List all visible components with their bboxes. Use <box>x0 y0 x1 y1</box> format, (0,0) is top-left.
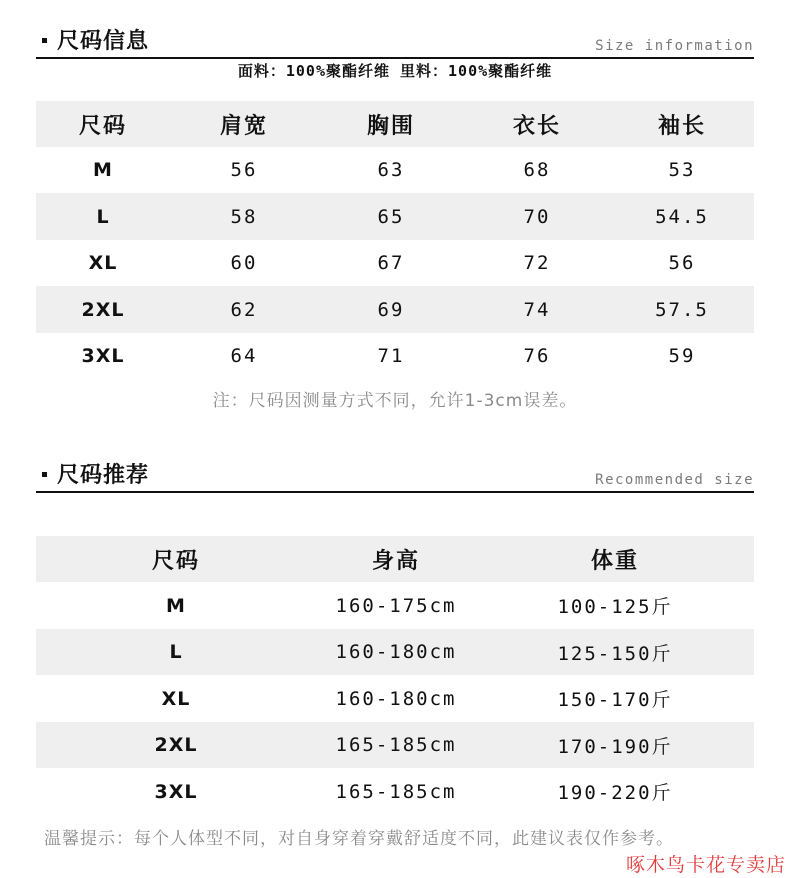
cell-size: 3XL <box>154 780 198 803</box>
cell-value: 69 <box>377 298 405 321</box>
header-size: 尺码 <box>151 548 200 574</box>
table-row <box>36 722 754 768</box>
cell-height: 160-180cm <box>335 687 457 710</box>
cell-value: 63 <box>377 159 405 181</box>
cell-value: 60 <box>230 252 258 274</box>
bullet-icon <box>42 472 47 477</box>
cell-value: 71 <box>377 345 405 367</box>
cell-value: 56 <box>668 252 696 274</box>
cell-size: XL <box>88 252 118 274</box>
cell-value: 68 <box>523 159 551 181</box>
size-info-title-en: Size information <box>595 38 754 54</box>
table-row <box>36 675 754 722</box>
cell-weight: 125-150斤 <box>557 642 673 665</box>
cell-value: 58 <box>230 205 258 228</box>
header-sleeve: 袖长 <box>657 113 706 139</box>
table-row <box>36 629 754 675</box>
cell-height: 165-185cm <box>335 780 457 803</box>
recommend-header <box>36 461 754 493</box>
cell-value: 53 <box>668 159 696 181</box>
table-row <box>36 286 754 333</box>
cell-value: 54.5 <box>655 205 709 228</box>
table-header-row <box>36 536 754 582</box>
cell-weight: 150-170斤 <box>557 689 673 711</box>
header-length: 衣长 <box>512 113 561 139</box>
shop-name-watermark: 啄木鸟卡花专卖店 <box>625 854 786 876</box>
cell-weight: 170-190斤 <box>557 735 673 758</box>
table-header-row <box>36 101 754 147</box>
fit-tip: 温馨提示：每个人体型不同，对自身穿着穿戴舒适度不同，此建议表仅作参考。 <box>44 829 674 849</box>
size-info-table <box>36 101 754 379</box>
cell-value: 64 <box>230 345 258 367</box>
cell-size: 2XL <box>154 734 198 756</box>
header-size: 尺码 <box>78 113 127 139</box>
table-row <box>36 193 754 240</box>
cell-height: 160-180cm <box>335 641 457 663</box>
cell-size: M <box>166 594 186 617</box>
size-info-title-text: 尺码信息 <box>57 29 150 54</box>
recommend-table <box>36 536 754 815</box>
header-weight: 体重 <box>590 548 639 574</box>
header-shoulder: 肩宽 <box>219 113 268 139</box>
bullet-icon <box>42 38 47 43</box>
measurement-note: 注：尺码因测量方式不同，允许1-3cm误差。 <box>212 391 578 411</box>
recommend-title-en: Recommended size <box>595 472 754 488</box>
cell-value: 59 <box>668 345 696 367</box>
cell-value: 65 <box>377 205 405 228</box>
table-row <box>36 240 754 286</box>
cell-weight: 100-125斤 <box>557 596 673 618</box>
cell-value: 74 <box>523 298 551 321</box>
cell-size: L <box>96 205 110 228</box>
table-row <box>36 768 754 815</box>
cell-value: 72 <box>523 252 551 274</box>
cell-value: 70 <box>523 205 551 228</box>
cell-weight: 190-220斤 <box>557 782 673 804</box>
cell-size: M <box>93 159 113 181</box>
cell-size: 2XL <box>81 298 125 321</box>
recommend-title-text: 尺码推荐 <box>57 463 150 488</box>
header-chest: 胸围 <box>366 113 415 139</box>
cell-size: 3XL <box>81 345 125 367</box>
cell-size: L <box>169 641 183 663</box>
cell-height: 165-185cm <box>335 734 457 756</box>
table-row <box>36 582 754 629</box>
cell-value: 76 <box>523 345 551 367</box>
size-info-title <box>36 24 149 55</box>
recommend-title <box>36 458 149 489</box>
cell-value: 56 <box>230 159 258 181</box>
table-row <box>36 147 754 193</box>
cell-value: 67 <box>377 252 405 274</box>
cell-value: 57.5 <box>655 298 709 321</box>
size-info-header <box>36 27 754 59</box>
material-line: 面料：100%聚酯纤维 里料：100%聚酯纤维 <box>237 62 553 80</box>
table-row <box>36 333 754 379</box>
header-height: 身高 <box>371 548 420 574</box>
cell-size: XL <box>161 687 191 710</box>
cell-value: 62 <box>230 298 258 321</box>
cell-height: 160-175cm <box>335 594 457 617</box>
